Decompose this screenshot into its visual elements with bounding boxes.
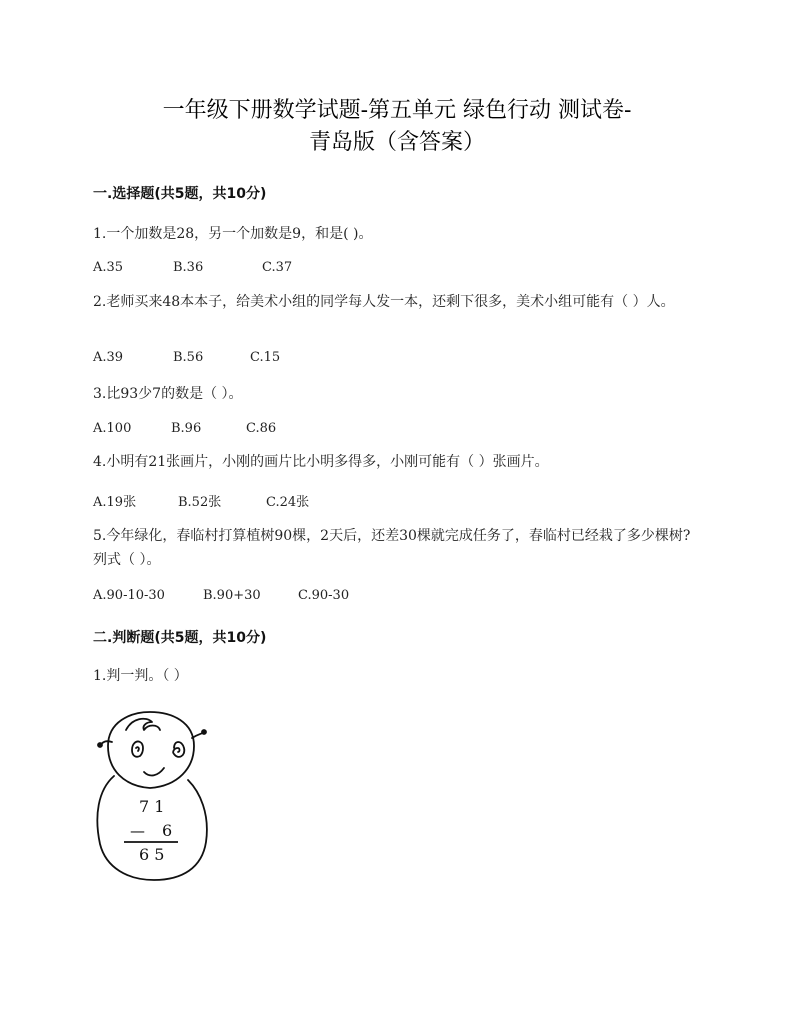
- cartoon-body-outline: [97, 776, 207, 880]
- option-a: A.19张: [93, 495, 137, 510]
- question-1-4: 4.小明有21张画片，小刚的画片比小明多得多，小刚可能有（ ）张画片。: [93, 454, 549, 470]
- option-b: B.96: [171, 421, 202, 436]
- figure-result: 6 5: [139, 845, 165, 864]
- option-c: C.90-30: [298, 588, 350, 603]
- title-line-1: 一年级下册数学试题-第五单元 绿色行动 测试卷-: [162, 98, 632, 123]
- figure-minus-sign: —: [130, 822, 145, 840]
- option-b: B.90+30: [203, 588, 261, 603]
- question-2-1: 1.判一判。（ ）: [93, 668, 188, 684]
- cartoon-eye-right: [173, 742, 184, 757]
- section-1-heading: 一.选择题(共5题，共10分): [93, 186, 267, 202]
- section-2-heading: 二.判断题(共5题，共10分): [93, 630, 267, 646]
- option-a: A.100: [93, 421, 132, 436]
- option-a: A.35: [93, 260, 124, 275]
- question-1-3: 3.比93少7的数是（ ）。: [93, 386, 243, 402]
- option-b: B.52张: [178, 495, 222, 510]
- option-c: C.15: [250, 350, 281, 365]
- option-c: C.86: [246, 421, 277, 436]
- option-b: B.56: [173, 350, 204, 365]
- cartoon-hair: [126, 719, 160, 730]
- question-1-5: 5.今年绿化，春临村打算植树90棵，2天后，还差30棵就完成任务了，春临村已经栽了多少棵树?列式（ ）。: [93, 528, 691, 568]
- question-1-2: 2.老师买来48本本子，给美术小组的同学每人发一本，还剩下很多，美术小组可能有（ ）人。: [93, 294, 675, 310]
- option-b: B.36: [173, 260, 204, 275]
- option-c: C.37: [262, 260, 293, 275]
- figure-subtrahend: 6: [162, 821, 173, 840]
- figure-minuend: 7 1: [139, 797, 165, 816]
- option-c: C.24张: [266, 495, 310, 510]
- cartoon-antenna-right-tip: [202, 730, 206, 734]
- option-a: A.90-10-30: [93, 588, 165, 603]
- cartoon-head-outline: [108, 712, 194, 788]
- title-line-2: 青岛版（含答案）: [308, 130, 485, 155]
- option-a: A.39: [93, 350, 124, 365]
- cartoon-eye-left: [132, 741, 143, 756]
- cartoon-mouth: [144, 768, 164, 775]
- cartoon-subtraction-figure: [92, 708, 222, 884]
- cartoon-antenna-left-tip: [98, 743, 102, 747]
- question-1-1: 1.一个加数是28，另一个加数是9，和是( )。: [93, 226, 373, 242]
